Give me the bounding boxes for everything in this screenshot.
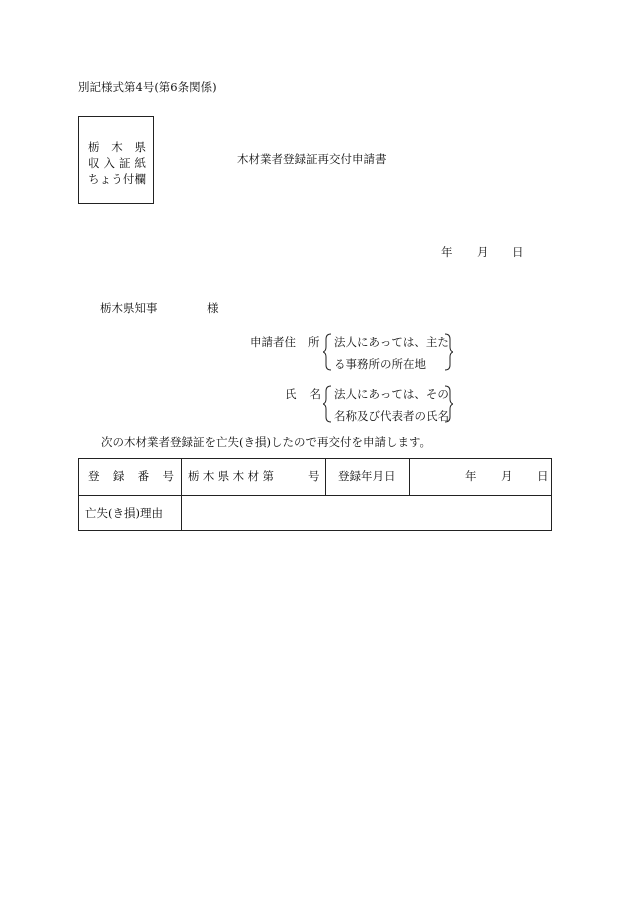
loss-reason-field[interactable]	[185, 499, 545, 529]
date-month-label: 月	[477, 245, 489, 259]
registration-table	[78, 458, 552, 531]
date-label-divider	[409, 459, 410, 495]
address-note-bracket	[323, 333, 453, 371]
loss-reason-label: 亡失(き損)理由	[85, 506, 163, 520]
applicant-address-label: 申請者住 所	[250, 335, 320, 349]
stamp-line-1: 栃 木 県	[88, 140, 146, 154]
date-day-label: 日	[512, 245, 524, 259]
stamp-line-2: 収 入 証 紙	[88, 156, 146, 170]
revenue-stamp-box	[78, 116, 154, 204]
registration-month-label: 月	[501, 469, 513, 483]
registration-number-label: 登 録 番 号	[88, 469, 174, 483]
label-column-divider	[181, 459, 182, 530]
registration-number-suffix: 号	[308, 469, 320, 483]
name-note-bracket	[323, 385, 453, 423]
name-note-line-2: 名称及び代表者の氏名	[334, 409, 449, 423]
address-note-line-1: 法人にあっては、主た	[334, 335, 449, 349]
registration-date-label: 登録年月日	[338, 469, 396, 483]
date-year-label: 年	[441, 245, 453, 259]
registration-day-label: 日	[537, 469, 549, 483]
addressee-name: 栃木県知事	[100, 301, 158, 315]
stamp-line-3: ち ょ う 付 欄	[88, 172, 146, 186]
addressee-honorific: 様	[207, 301, 219, 315]
row-divider	[79, 495, 551, 496]
registration-number-prefix: 栃 木 県 木 材 第	[188, 469, 274, 483]
number-column-divider	[325, 459, 326, 495]
request-sentence: 次の木材業者登録証を亡失(き損)したので再交付を申請します。	[101, 435, 432, 449]
applicant-name-label: 氏 名	[285, 387, 321, 401]
address-note-line-2: る事務所の所在地	[334, 357, 426, 371]
document-title: 木材業者登録証再交付申請書	[237, 152, 387, 166]
registration-year-label: 年	[465, 469, 477, 483]
form-reference: 別記様式第4号(第6条関係)	[78, 80, 217, 94]
name-note-line-1: 法人にあっては、その	[334, 387, 449, 401]
